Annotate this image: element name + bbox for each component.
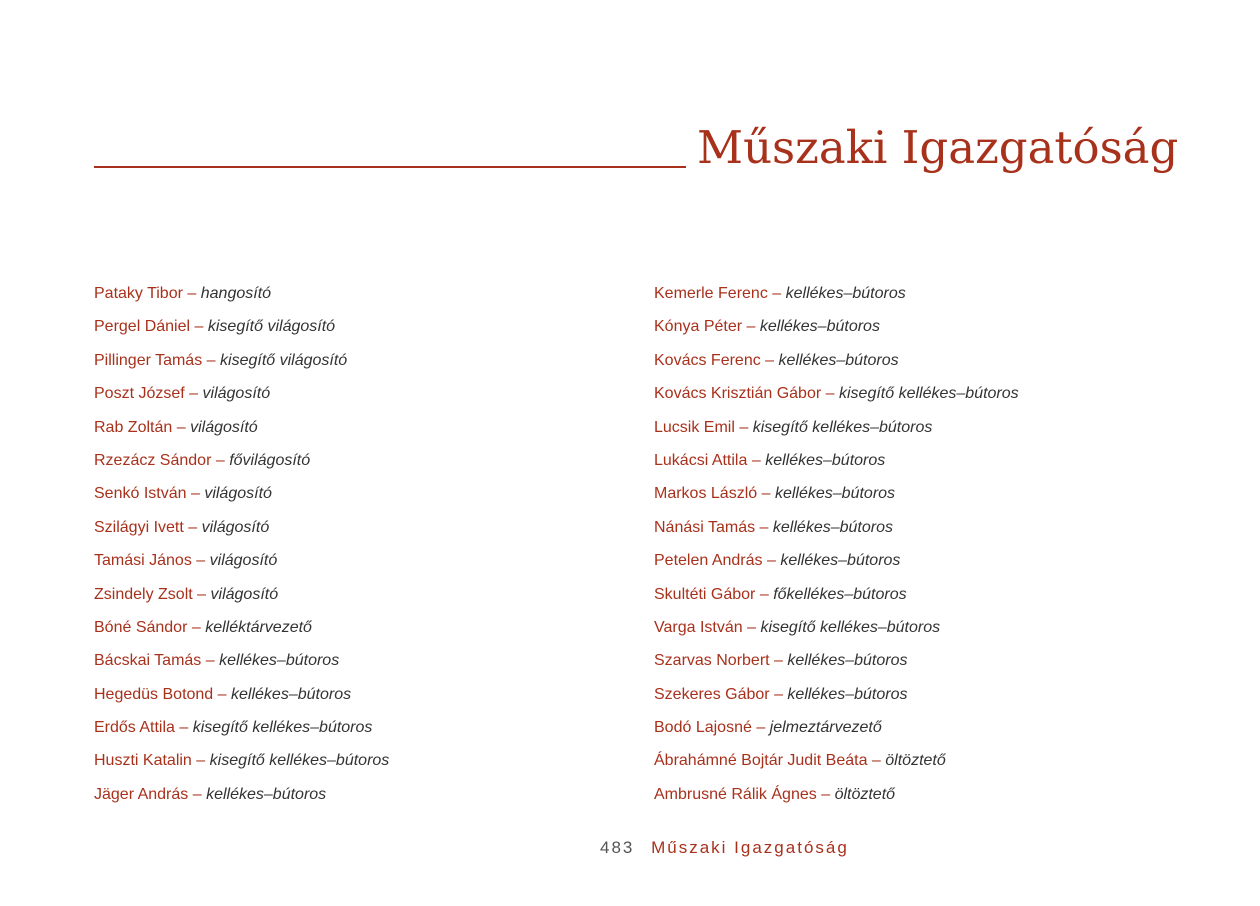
staff-name: Bácskai Tamás: [94, 652, 202, 670]
staff-entry: [654, 614, 1244, 647]
page-title: Műszaki Igazgatóság: [697, 121, 1179, 174]
staff-name: Lucsik Emil: [654, 418, 735, 436]
name-role-separator: –: [179, 719, 189, 737]
staff-role: világosító: [210, 585, 279, 603]
staff-name: Rab Zoltán: [94, 418, 173, 436]
staff-role: fővilágosító: [229, 451, 311, 469]
name-role-separator: –: [176, 418, 186, 436]
staff-name: Skultéti Gábor: [654, 585, 756, 603]
name-role-separator: –: [194, 318, 204, 336]
staff-role: kisegítő kellékes–bútoros: [839, 385, 1019, 403]
staff-entry: [654, 681, 1244, 714]
staff-name: Kemerle Ferenc: [654, 285, 768, 302]
staff-name: Markos László: [654, 485, 758, 503]
staff-entry: [654, 547, 1244, 580]
footer-section-title: Műszaki Igazgatóság: [651, 838, 849, 857]
staff-entry: [94, 681, 634, 714]
name-role-separator: –: [747, 618, 756, 636]
name-role-separator: –: [196, 752, 206, 770]
staff-name: Kónya Péter: [654, 318, 743, 336]
name-role-separator: –: [756, 719, 766, 737]
name-role-separator: –: [761, 485, 771, 503]
staff-role: öltöztető: [885, 752, 946, 770]
staff-entry: [94, 480, 634, 513]
name-role-separator: –: [774, 652, 783, 670]
staff-role: kisegítő kellékes–bútoros: [192, 719, 373, 737]
name-role-separator: –: [189, 385, 199, 403]
staff-entry: [654, 714, 1244, 747]
name-role-separator: –: [746, 318, 756, 336]
staff-name: Pillinger Tamás: [94, 351, 203, 369]
staff-entry: [94, 414, 634, 447]
name-role-separator: –: [205, 652, 215, 670]
staff-list-left: [94, 280, 634, 814]
name-role-separator: –: [765, 351, 775, 369]
staff-name: Hegedüs Botond: [94, 685, 214, 703]
name-role-separator: –: [871, 752, 881, 770]
header-rule: [94, 166, 686, 168]
staff-name: Erdős Attila: [94, 719, 175, 737]
staff-entry: [94, 514, 634, 547]
staff-role: kellékes–bútoros: [787, 652, 908, 670]
name-role-separator: –: [759, 585, 769, 603]
staff-entry: [654, 380, 1244, 413]
staff-name: Jäger András: [94, 785, 189, 803]
name-role-separator: –: [821, 785, 831, 803]
staff-name: Poszt József: [94, 385, 185, 403]
name-role-separator: –: [774, 685, 783, 703]
staff-role: kellékes–bútoros: [219, 652, 340, 670]
staff-role: kellékes–bútoros: [787, 685, 908, 703]
staff-role: világosító: [202, 385, 271, 403]
staff-name: Kovács Krisztián Gábor: [654, 385, 822, 403]
staff-name: Szarvas Norbert: [654, 652, 770, 670]
staff-entry: [94, 714, 634, 747]
staff-entry: [654, 747, 1244, 780]
staff-entry: [94, 447, 634, 480]
page-number: 483: [600, 838, 635, 857]
staff-role: kellékes–bútoros: [231, 685, 352, 703]
staff-role: kisegítő kellékes–bútoros: [752, 418, 933, 436]
staff-name: Tamási János: [94, 552, 192, 570]
staff-name: Huszti Katalin: [94, 752, 192, 770]
page-footer: [600, 836, 849, 860]
name-role-separator: –: [206, 351, 216, 369]
staff-name: Bodó Lajosné: [654, 719, 752, 737]
staff-role: kellékes–bútoros: [774, 485, 896, 503]
staff-name: Szilágyi Ivett: [94, 518, 184, 536]
name-role-separator: –: [772, 285, 782, 302]
staff-role: világosító: [190, 418, 258, 436]
staff-role: világosító: [209, 552, 278, 570]
staff-name: Ábrahámné Bojtár Judit Beáta: [654, 752, 868, 770]
staff-entry: [94, 347, 634, 380]
staff-role: kisegítő kellékes–bútoros: [760, 618, 941, 636]
staff-entry: [94, 614, 634, 647]
staff-entry: [654, 480, 1244, 513]
staff-name: Pataky Tibor: [94, 285, 183, 302]
staff-role: kellékes–bútoros: [780, 552, 901, 570]
staff-role: kellékes–bútoros: [765, 451, 886, 469]
name-role-separator: –: [191, 618, 201, 636]
name-role-separator: –: [192, 785, 202, 803]
staff-name: Szekeres Gábor: [654, 685, 770, 703]
staff-role: öltöztető: [834, 785, 896, 803]
name-role-separator: –: [759, 518, 769, 536]
staff-entry: [654, 280, 1244, 313]
name-role-separator: –: [187, 285, 197, 302]
staff-entry: [94, 380, 634, 413]
staff-entry: [654, 347, 1244, 380]
staff-role: kelléktárvezető: [205, 618, 312, 636]
name-role-separator: –: [751, 451, 761, 469]
name-role-separator: –: [739, 418, 749, 436]
staff-role: kellékes–bútoros: [759, 318, 880, 336]
staff-name: Petelen András: [654, 552, 763, 570]
name-role-separator: –: [217, 685, 227, 703]
name-role-separator: –: [196, 552, 206, 570]
name-role-separator: –: [190, 485, 200, 503]
staff-entry: [94, 581, 634, 614]
staff-entry: [654, 313, 1244, 346]
staff-entry: [654, 514, 1244, 547]
staff-entry: [94, 747, 634, 780]
staff-entry: [94, 547, 634, 580]
staff-role: kellékes–bútoros: [206, 785, 327, 803]
staff-entry: [654, 581, 1244, 614]
name-role-separator: –: [825, 385, 835, 403]
staff-role: kisegítő világosító: [207, 318, 336, 336]
staff-entry: [94, 647, 634, 680]
staff-entry: [654, 447, 1244, 480]
name-role-separator: –: [197, 585, 207, 603]
staff-name: Zsindely Zsolt: [94, 585, 193, 603]
staff-name: Senkó István: [94, 485, 187, 503]
staff-role: kellékes–bútoros: [772, 518, 893, 536]
staff-role: főkellékes–bútoros: [773, 585, 907, 603]
staff-name: Lukácsi Attila: [654, 451, 748, 469]
staff-name: Pergel Dániel: [94, 318, 191, 336]
name-role-separator: –: [766, 552, 776, 570]
staff-role: világosító: [201, 518, 270, 536]
staff-list-right: [654, 280, 1244, 814]
staff-name: Nánási Tamás: [654, 518, 756, 536]
staff-role: kellékes–bútoros: [785, 285, 906, 302]
staff-name: Bóné Sándor: [94, 618, 188, 636]
staff-entry: [94, 313, 634, 346]
name-role-separator: –: [188, 518, 198, 536]
staff-entry: [654, 647, 1244, 680]
staff-role: jelmeztárvezető: [769, 719, 882, 737]
staff-role: világosító: [204, 485, 272, 503]
staff-name: Kovács Ferenc: [654, 351, 761, 369]
staff-entry: [94, 280, 634, 313]
staff-entry: [654, 414, 1244, 447]
staff-entry: [654, 781, 1244, 814]
staff-entry: [94, 781, 634, 814]
staff-name: Varga István: [654, 618, 743, 636]
staff-name: Ambrusné Rálik Ágnes: [654, 785, 817, 803]
staff-role: kisegítő kellékes–bútoros: [209, 752, 390, 770]
staff-role: hangosító: [200, 285, 272, 302]
staff-role: kisegítő világosító: [220, 351, 348, 369]
staff-role: kellékes–bútoros: [778, 351, 899, 369]
name-role-separator: –: [215, 451, 225, 469]
staff-name: Rzezácz Sándor: [94, 451, 212, 469]
